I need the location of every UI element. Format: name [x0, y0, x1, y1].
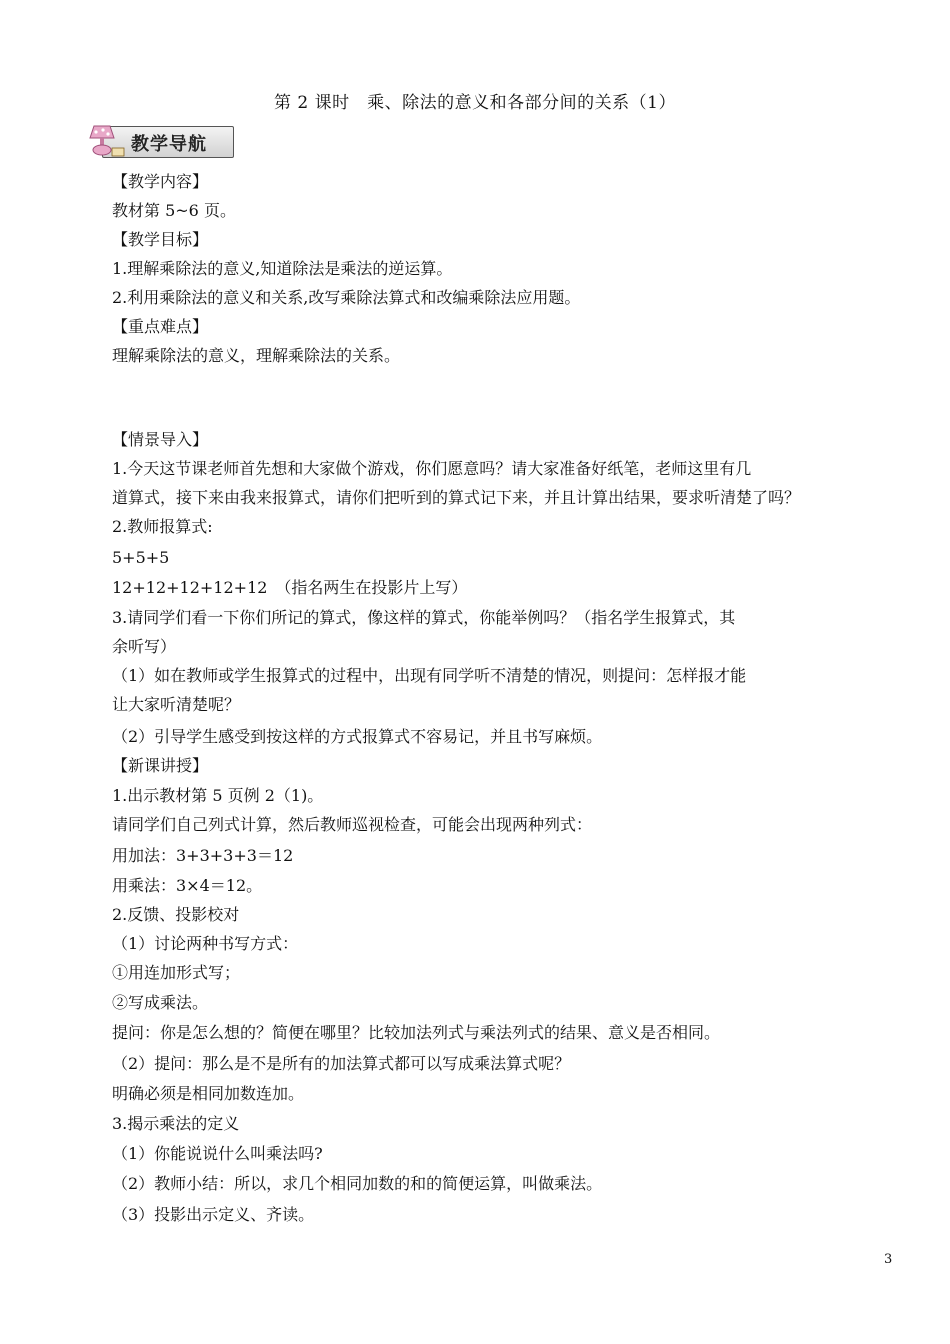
text-line: ②写成乘法。	[112, 993, 209, 1012]
text-line: 1.出示教材第 5 页例 2（1)。	[112, 786, 324, 805]
text-line: 2.教师报算式:	[112, 517, 213, 536]
text-line: 理解乘除法的意义，理解乘除法的关系。	[112, 346, 401, 365]
text-line: （2）教师小结：所以，求几个相同加数的和的简便运算，叫做乘法。	[112, 1174, 603, 1193]
text-line: 2.利用乘除法的意义和关系,改写乘除法算式和改编乘除法应用题。	[112, 288, 581, 307]
text-line: 3.请同学们看一下你们所记的算式，像这样的算式，你能举例吗？（指名学生报算式，其	[112, 608, 736, 627]
text-line: 道算式，接下来由我来报算式，请你们把听到的算式记下来，并且计算出结果，要求听清楚了吗？	[112, 488, 801, 507]
text-line: 用乘法：3×4＝12。	[112, 876, 263, 895]
text-line: （1）你能说说什么叫乘法吗?	[112, 1144, 323, 1163]
lesson-title: 第 2 课时 乘、除法的意义和各部分间的关系（1）	[274, 93, 676, 113]
text-line: 【教学目标】	[112, 230, 209, 249]
text-line: 3.揭示乘法的定义	[112, 1114, 240, 1133]
text-line: 教材第 5~6 页。	[112, 201, 236, 220]
text-line: （2）提问：那么是不是所有的加法算式都可以写成乘法算式呢？	[112, 1054, 571, 1073]
text-line: 请同学们自己列式计算，然后教师巡视检查，可能会出现两种列式：	[112, 815, 593, 834]
lamp-icon	[86, 122, 126, 160]
page-number: 3	[884, 1252, 893, 1267]
text-line: 5+5+5	[112, 548, 170, 567]
text-line: 1.今天这节课老师首先想和大家做个游戏，你们愿意吗？请大家准备好纸笔，老师这里有几	[112, 459, 752, 478]
text-line: 让大家听清楚呢？	[112, 695, 241, 714]
text-line: 【重点难点】	[112, 317, 209, 336]
badge-label: 教学导航	[131, 134, 207, 155]
text-line: 【新课讲授】	[112, 756, 209, 775]
text-line: 余听写）	[112, 637, 177, 656]
text-line: 提问：你是怎么想的？简便在哪里？比较加法列式与乘法列式的结果、意义是否相同。	[112, 1023, 721, 1042]
text-line: 【情景导入】	[112, 430, 209, 449]
text-line: （1）讨论两种书写方式：	[112, 934, 299, 953]
text-line: ①用连加形式写；	[112, 963, 241, 982]
text-line: 明确必须是相同加数连加。	[112, 1084, 305, 1103]
teaching-guide-badge	[86, 122, 234, 160]
text-line: 2.反馈、投影校对	[112, 905, 240, 924]
text-line: 【教学内容】	[112, 172, 209, 191]
text-line: （3）投影出示定义、齐读。	[112, 1205, 315, 1224]
text-line: 12+12+12+12+12 （指名两生在投影片上写）	[112, 578, 468, 597]
text-line: 1.理解乘除法的意义,知道除法是乘法的逆运算。	[112, 259, 453, 278]
text-line: 用加法：3+3+3+3＝12	[112, 846, 294, 865]
text-line: （2）引导学生感受到按这样的方式报算式不容易记，并且书写麻烦。	[112, 727, 603, 746]
text-line: （1）如在教师或学生报算式的过程中，出现有同学听不清楚的情况，则提问：怎样报才能	[112, 666, 747, 685]
